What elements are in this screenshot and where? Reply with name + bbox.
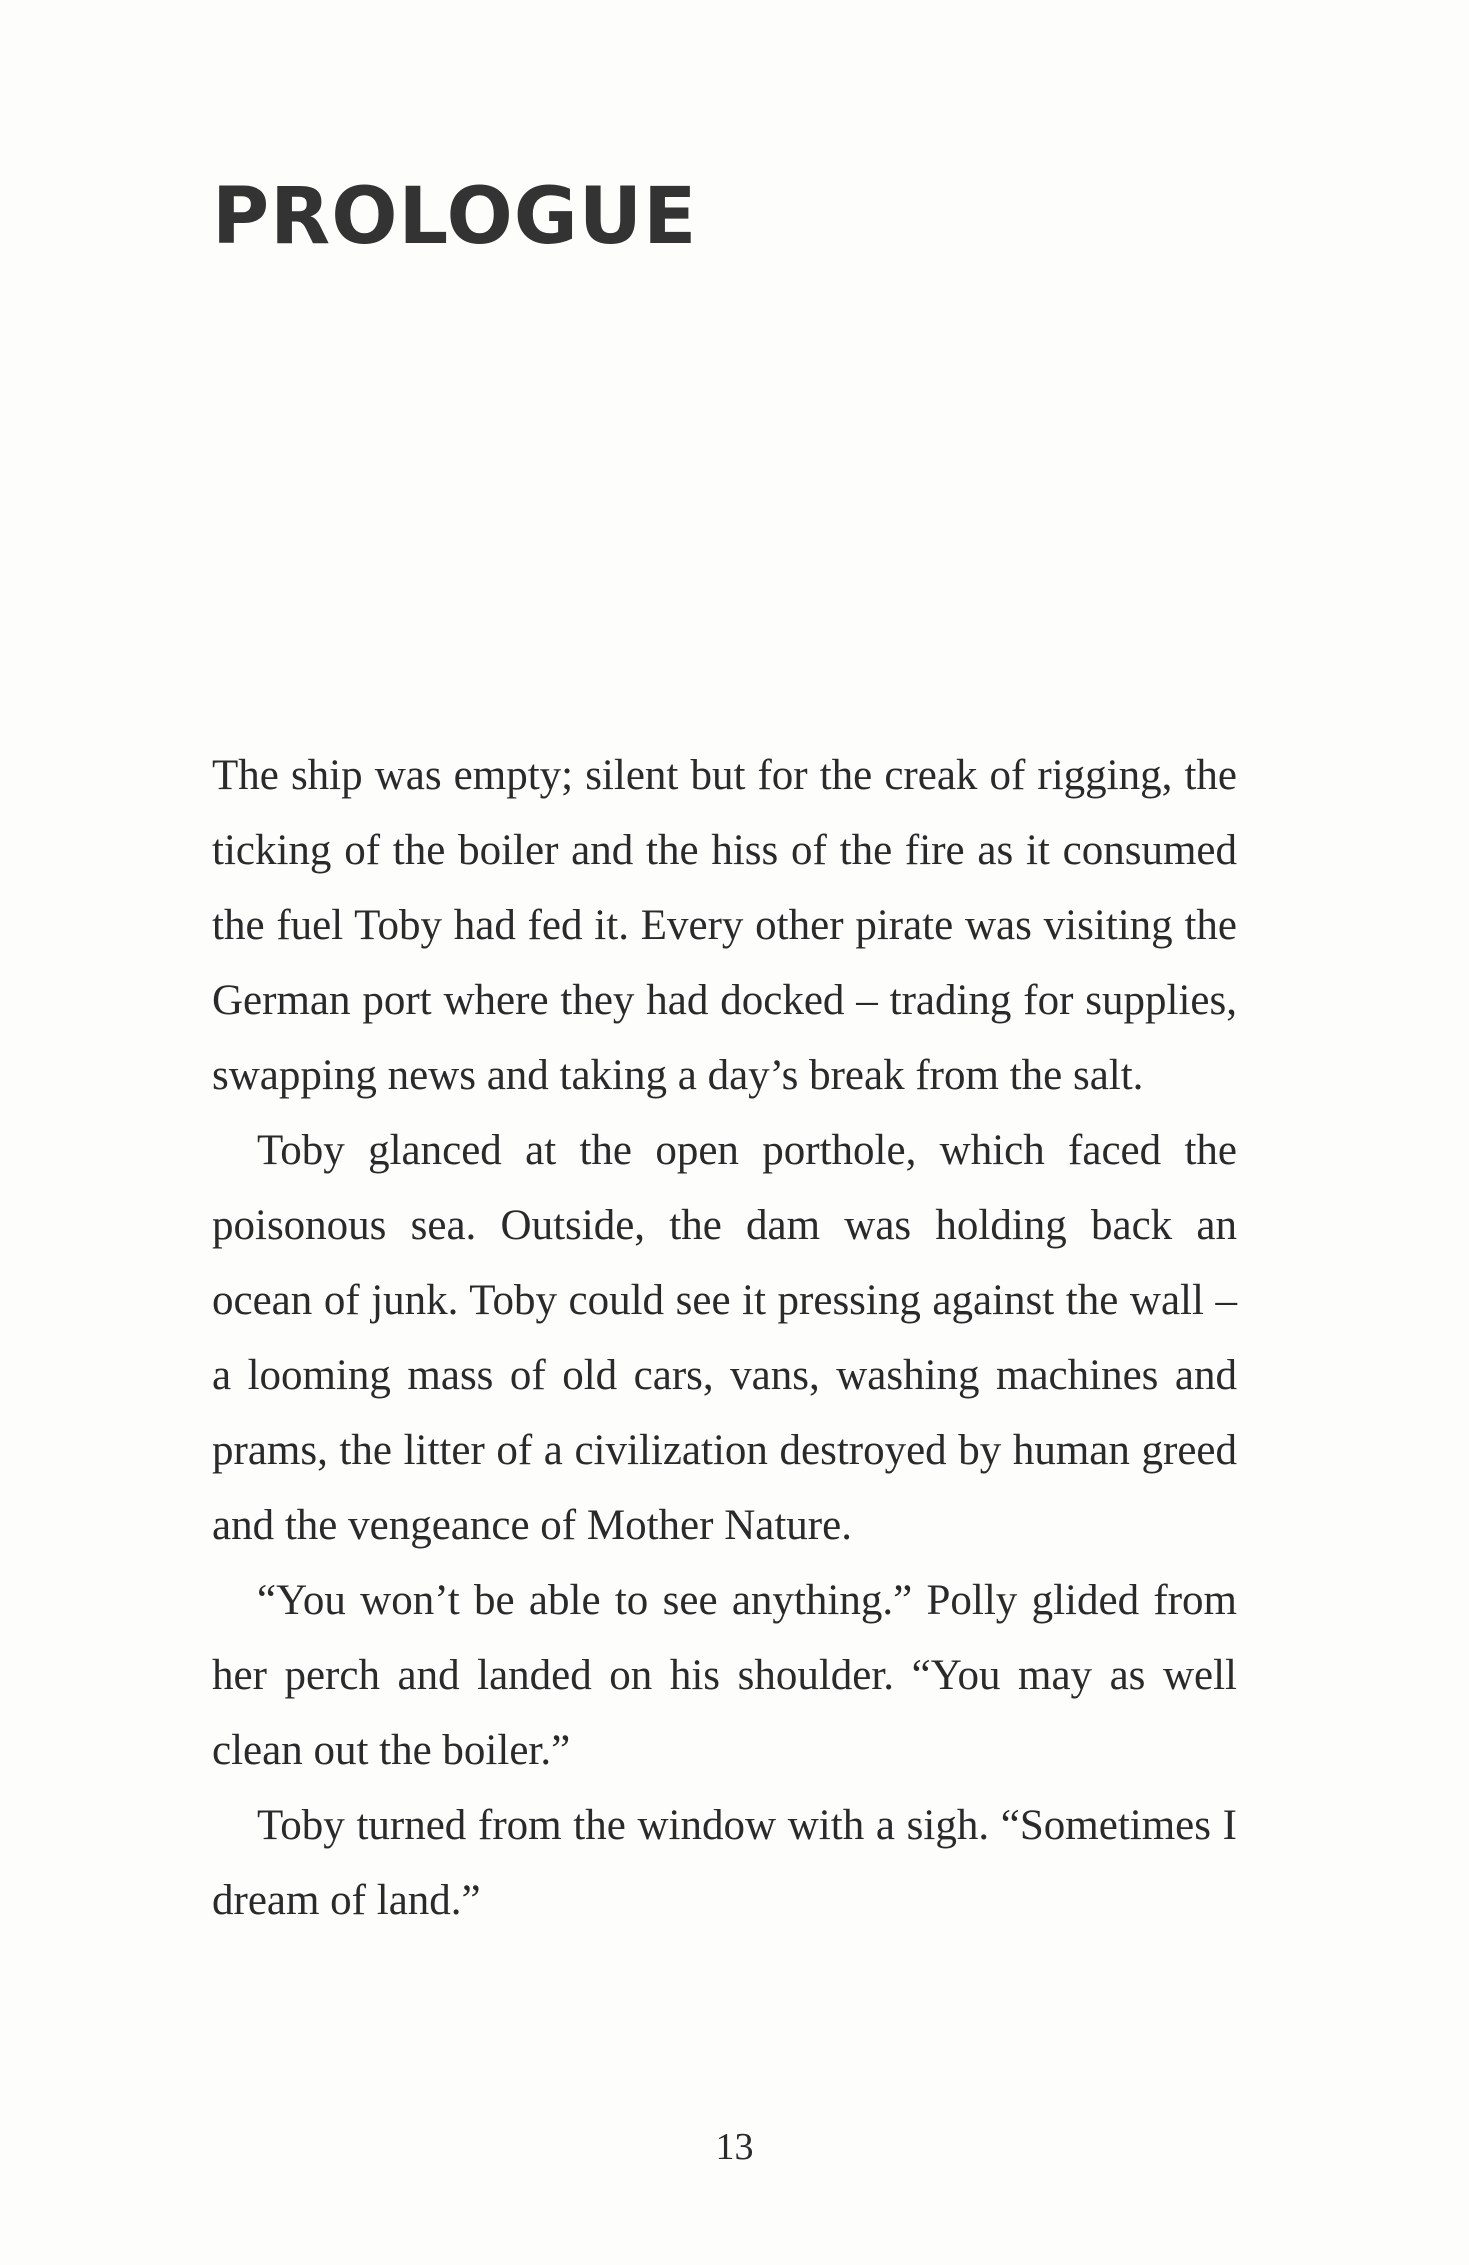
paragraph: Toby glanced at the open porthole, which faced the poisonous sea. Outside, the dam was holding back an ocean of junk. Toby could see it pressing against the wall – a looming mass of old cars, vans, washing machines and prams, the litter of a civilization destroyed by human greed and the vengeance of Mother Nature. xyxy=(212,1127,1237,1549)
paragraph: “You won’t be able to see anything.” Polly glided from her perch and landed on his shoulder. “You may as well clean out the boiler.” xyxy=(212,1577,1237,1774)
body-text xyxy=(212,738,1237,1938)
page-number: 13 xyxy=(715,2126,754,2168)
chapter-title: PROLOGUE xyxy=(212,172,698,262)
paragraph: Toby turned from the window with a sigh. “Sometimes I dream of land.” xyxy=(212,1802,1237,1924)
paragraph: The ship was empty; silent but for the creak of rigging, the ticking of the boiler and the hiss of the fire as it consumed the fuel Toby had fed it. Every other pirate was visiting the German port where they had docked – trading for supplies, swapping news and taking a day’s break from the salt. xyxy=(212,752,1237,1099)
